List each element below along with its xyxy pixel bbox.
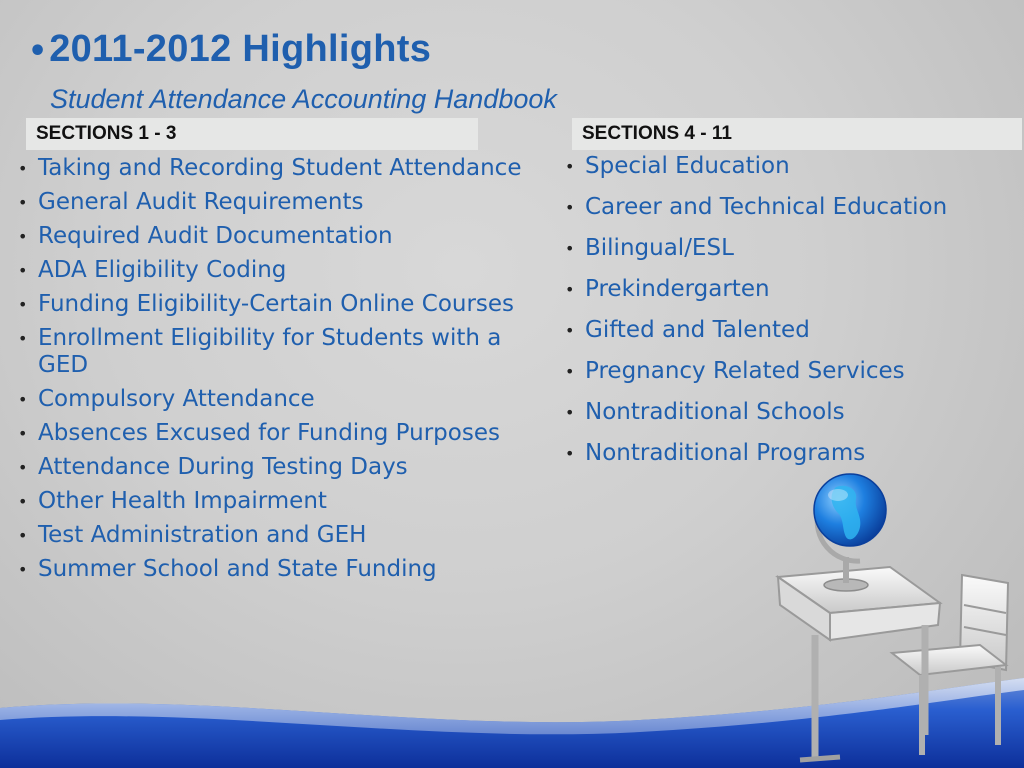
list-item (565, 194, 1005, 221)
right-section-list (565, 153, 1005, 481)
slide-title: 2011-2012 Highlights (49, 28, 432, 70)
title-bullet: • (28, 34, 48, 69)
list-item-label: Bilingual/ESL (585, 235, 734, 261)
list-item (18, 420, 538, 447)
list-item (18, 257, 538, 284)
bullet-icon: • (18, 227, 28, 246)
bullet-icon: • (565, 362, 575, 381)
list-item-label: Other Health Impairment (38, 488, 327, 514)
bullet-icon: • (18, 329, 28, 348)
list-item-label: ADA Eligibility Coding (38, 257, 287, 283)
list-item-label: Nontraditional Schools (585, 399, 845, 425)
list-item-label: Taking and Recording Student Attendance (38, 155, 522, 181)
list-item-label: Test Administration and GEH (38, 522, 367, 548)
list-item (565, 276, 1005, 303)
bullet-icon: • (565, 444, 575, 463)
bullet-icon: • (565, 198, 575, 217)
bullet-icon: • (18, 424, 28, 443)
slide-subtitle: Student Attendance Accounting Handbook (50, 84, 557, 114)
list-item-label: Special Education (585, 153, 790, 179)
list-item (565, 235, 1005, 262)
list-item (565, 317, 1005, 344)
bullet-icon: • (565, 280, 575, 299)
bullet-icon: • (18, 560, 28, 579)
list-item-label: Absences Excused for Funding Purposes (38, 420, 500, 446)
left-section-list (18, 155, 538, 590)
list-item (18, 556, 538, 583)
list-item (18, 454, 538, 481)
list-item (18, 189, 538, 216)
list-item (565, 358, 1005, 385)
bullet-icon: • (18, 193, 28, 212)
list-item (18, 155, 538, 182)
list-item (565, 153, 1005, 180)
list-item (565, 399, 1005, 426)
bullet-icon: • (565, 403, 575, 422)
left-section-header: SECTIONS 1 - 3 (26, 118, 478, 150)
bullet-icon: • (18, 261, 28, 280)
list-item-label: Required Audit Documentation (38, 223, 393, 249)
bullet-icon: • (18, 390, 28, 409)
list-item-label: Attendance During Testing Days (38, 454, 408, 480)
list-item (18, 386, 538, 413)
bullet-icon: • (565, 321, 575, 340)
list-item (18, 488, 538, 515)
list-item-label: Compulsory Attendance (38, 386, 315, 412)
bullet-icon: • (18, 458, 28, 477)
bullet-icon: • (18, 492, 28, 511)
title-row (28, 28, 431, 71)
bullet-icon: • (565, 157, 575, 176)
bullet-icon: • (18, 526, 28, 545)
bullet-icon: • (18, 295, 28, 314)
list-item-label: Summer School and State Funding (38, 556, 437, 582)
right-section-header: SECTIONS 4 - 11 (572, 118, 1022, 150)
list-item-label: Enrollment Eligibility for Students with a GED (38, 325, 502, 378)
list-item-label: Nontraditional Programs (585, 440, 866, 466)
list-item-label: Funding Eligibility-Certain Online Courses (38, 291, 515, 317)
slide-title-block (28, 28, 431, 71)
list-item (18, 522, 538, 549)
list-item (565, 440, 1005, 467)
list-item (18, 223, 538, 250)
school-desk-with-globe-icon (770, 465, 1024, 768)
list-item-label: Career and Technical Education (585, 194, 948, 220)
list-item (18, 291, 538, 318)
list-item-label: General Audit Requirements (38, 189, 364, 215)
bullet-icon: • (18, 159, 28, 178)
list-item-label: Pregnancy Related Services (585, 358, 905, 384)
list-item-label: Gifted and Talented (585, 317, 810, 343)
bullet-icon: • (565, 239, 575, 258)
list-item-label: Prekindergarten (585, 276, 770, 302)
list-item (18, 325, 538, 379)
